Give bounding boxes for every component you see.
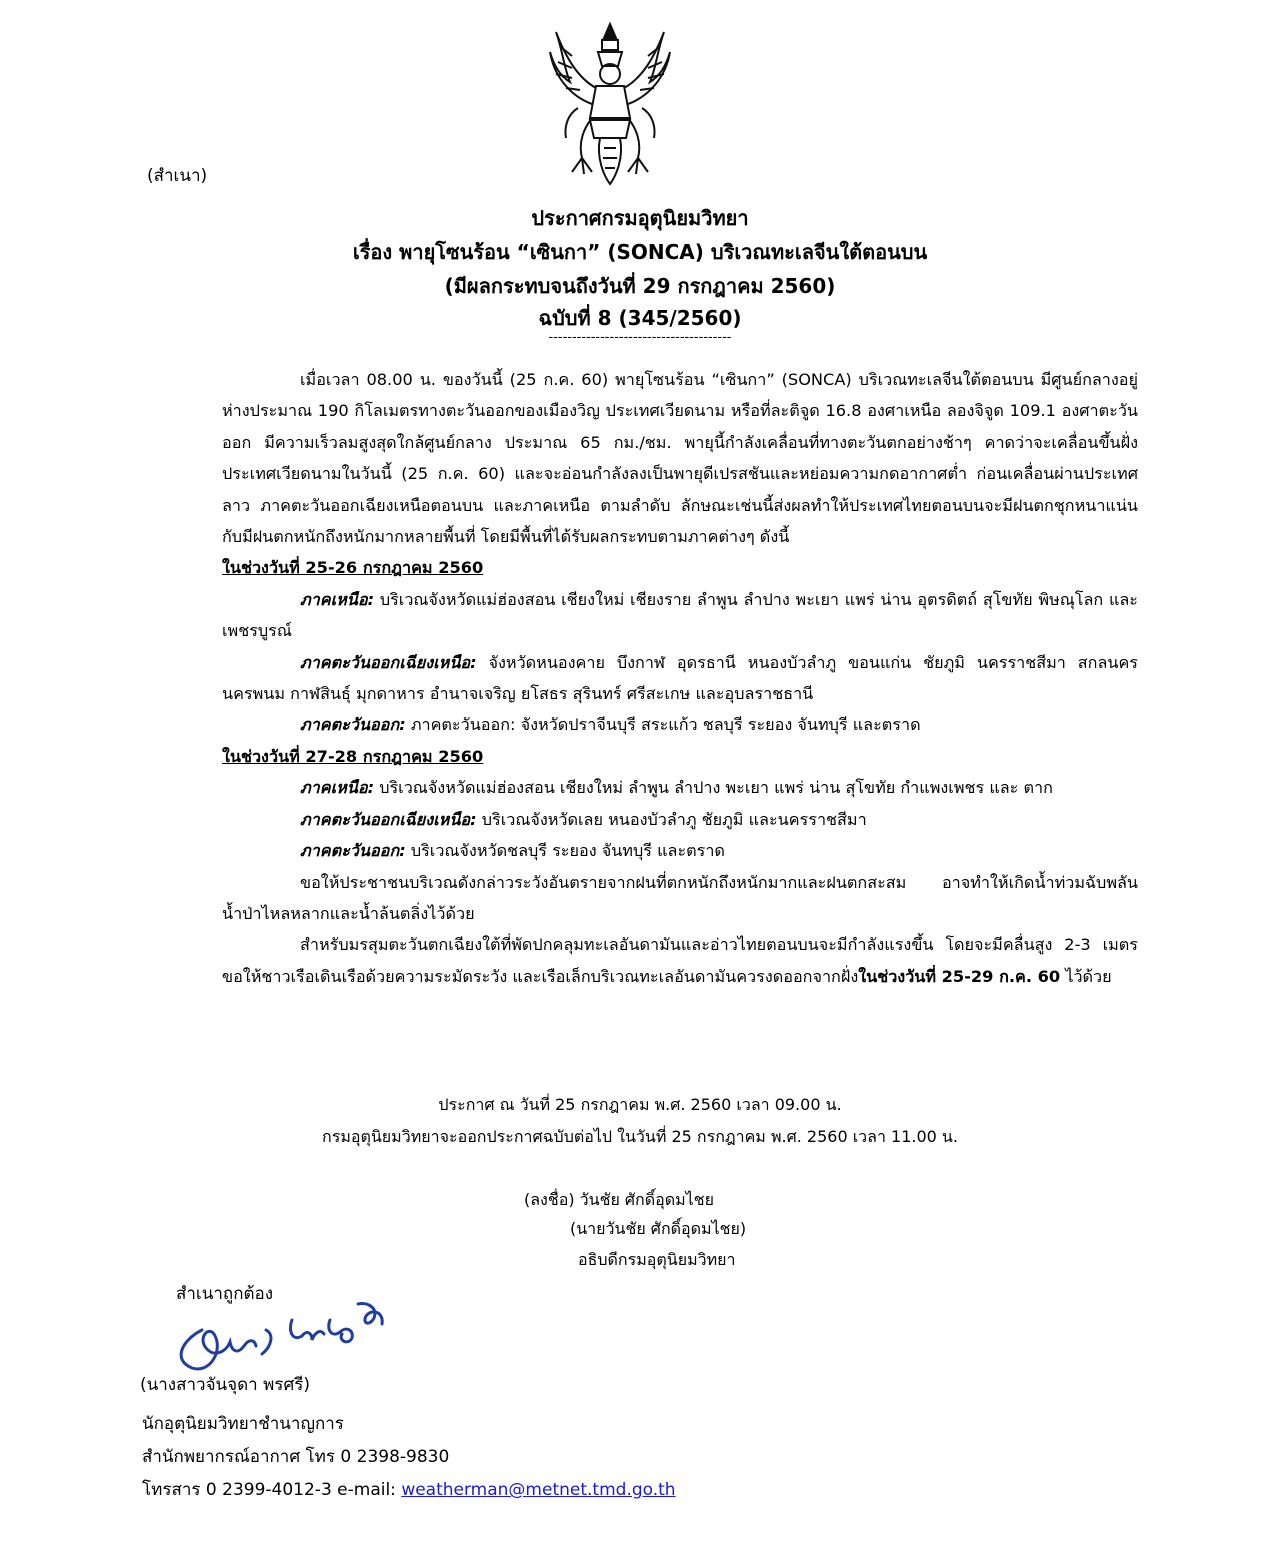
email-link[interactable]: weatherman@metnet.tmd.go.th [401, 1480, 676, 1500]
handwritten-signature [162, 1290, 422, 1380]
document-title: ประกาศกรมอุตุนิยมวิทยา [531, 206, 749, 230]
announcement-body [222, 364, 1138, 992]
issue-number: ฉบับที่ 8 (345/2560) [538, 306, 742, 330]
document-subject: เรื่อง พายุโซนร้อน “เซินกา” (SONCA) บริเวณทะเลจีนใต้ตอนบน [352, 240, 928, 264]
certified-copy-label: สำเนาถูกต้อง [176, 1284, 274, 1304]
region-label: ภาคเหนือ: [300, 778, 375, 798]
region-label: ภาคตะวันออก: [300, 841, 406, 861]
copy-mark: (สำเนา) [147, 166, 208, 186]
signer-position: อธิบดีกรมอุตุนิยมวิทยา [578, 1250, 736, 1269]
certifier-name: (นางสาวจันจุดา พรศรี) [140, 1375, 310, 1395]
region-entry [222, 804, 1138, 835]
warning-paragraph: ขอให้ประชาชนบริเวณดังกล่าวระวังอันตรายจากฝนที่ตกหนักถึงหนักมากและฝนตกสะสม อาจทำให้เกิดน้ำท่วมฉับพลัน น้ำป่าไหลหลากและน้ำล้นตลิ่งไว้ด้วย [222, 872, 1138, 923]
marine-paragraph [222, 929, 1138, 992]
region-entry [222, 584, 1138, 647]
signer-name: (นายวันชัย ศักดิ์อุดมไชย) [570, 1219, 747, 1238]
intro-paragraph: เมื่อเวลา 08.00 น. ของวันนี้ (25 ก.ค. 60) พายุโซนร้อน “เซินกา” (SONCA) บริเวณทะเลจีนใต้ตอนบน มีศูนย์กลางอยู่ห่างประมาณ 190 กิโลเมตรทางตะวันออกของเมืองวิญ ประเทศเวียดนาม หรือที่ละติจูด 16.8 องศาเหนือ ลองจิจูด 109.1 องศาตะวันออก มีความเร็วลมสูงสุดใกล้ศูนย์กลาง ประมาณ 65 กม./ชม. พายุนี้กำลังเคลื่อนที่ทางตะวันตกอย่างช้าๆ คาดว่าจะเคลื่อนขึ้นฝั่งประเทศเวียดนามในวันนี้ (25 ก.ค. 60) และจะอ่อนกำลังลงเป็นพายุดีเปรสชันและหย่อมความกดอากาศต่ำ ก่อนเคลื่อนผ่านประเทศลาว ภาคตะวันออกเฉียงเหนือตอนบน และภาคเหนือ ตามลำดับ ลักษณะเช่นนี้ส่งผลทำให้ประเทศไทยตอนบนจะมีฝนตกชุกหนาแน่น กับมีฝนตกหนักถึงหนักมากหลายพื้นที่ โดยมีพื้นที่ได้รับผลกระทบตามภาคต่างๆ ดังนี้ [222, 370, 1138, 547]
region-label: ภาคตะวันออกเฉียงเหนือ: [300, 809, 477, 829]
office-phone: สำนักพยากรณ์อากาศ โทร 0 2398-9830 [142, 1447, 450, 1467]
next-announcement: กรมอุตุนิยมวิทยาจะออกประกาศฉบับต่อไป ในวันที่ 25 กรกฎาคม พ.ศ. 2560 เวลา 11.00 น. [322, 1127, 958, 1146]
region-entry [222, 772, 1138, 803]
title-separator: --------------------------------------- [548, 330, 732, 345]
region-text: บริเวณจังหวัดชลบุรี ระยอง จันทบุรี และตราด [405, 841, 725, 861]
region-entry [222, 647, 1138, 710]
region-text: ภาคตะวันออก: จังหวัดปราจีนบุรี สระแก้ว ชลบุรี ระยอง จันทบุรี และตราด [405, 715, 921, 735]
fax-email-line [142, 1476, 676, 1503]
region-text: บริเวณจังหวัดแม่ฮ่องสอน เชียงใหม่ เชียงราย ลำพูน ลำปาง พะเยา แพร่ น่าน อุตรดิตถ์ สุโขทัย พิษณุโลก และ เพชรบูรณ์ [222, 589, 1138, 641]
region-text: บริเวณจังหวัดเลย หนองบัวลำภู ชัยภูมิ และนครราชสีมา [476, 809, 867, 829]
period-heading-1: ในช่วงวันที่ 25-26 กรกฎาคม 2560 [222, 558, 484, 578]
garuda-emblem [548, 18, 672, 186]
marine-end: ไว้ด้วย [1060, 966, 1112, 986]
marine-period: ในช่วงวันที่ 25-29 ก.ค. 60 [858, 966, 1061, 986]
announce-date: ประกาศ ณ วันที่ 25 กรกฎาคม พ.ศ. 2560 เวลา 09.00 น. [438, 1095, 842, 1114]
region-text: บริเวณจังหวัดแม่ฮ่องสอน เชียงใหม่ ลำพูน ลำปาง พะเยา แพร่ น่าน สุโขทัย กำแพงเพชร และ ตาก [374, 778, 1053, 798]
signed-by: (ลงชื่อ) วันชัย ศักดิ์อุดมไชย [524, 1190, 714, 1209]
fax-label: โทรสาร 0 2399-4012-3 e-mail: [142, 1480, 402, 1500]
region-label: ภาคตะวันออกเฉียงเหนือ: [300, 652, 477, 672]
region-label: ภาคตะวันออก: [300, 715, 406, 735]
region-entry [222, 709, 1138, 740]
certifier-title: นักอุตุนิยมวิทยาชำนาญการ [142, 1414, 344, 1434]
marine-text: สำหรับมรสุมตะวันตกเฉียงใต้ที่พัดปกคลุมทะเลอันดามันและอ่าวไทยตอนบนจะมีกำลังแรงขึ้น โดยจะมีคลื่นสูง 2-3 เมตร ขอให้ชาวเรือเดินเรือด้วยความระมัดระวัง และเรือเล็กบริเวณทะเลอันดามันควรงดออกจากฝั่ง [222, 935, 1138, 986]
region-text: จังหวัดหนองคาย บึงกาฬ อุดรธานี หนองบัวลำภู ขอนแก่น ชัยภูมิ นครราชสีมา สกลนคร นครพนม กาฬสินธุ์ มุกดาหาร อำนาจเจริญ ยโสธร สุรินทร์ ศรีสะเกษ และอุบลราชธานี [222, 652, 1138, 704]
period-heading-2: ในช่วงวันที่ 27-28 กรกฎาคม 2560 [222, 746, 484, 766]
region-label: ภาคเหนือ: [300, 589, 375, 609]
region-entry [222, 835, 1138, 866]
effect-period: (มีผลกระทบจนถึงวันที่ 29 กรกฎาคม 2560) [444, 274, 836, 298]
